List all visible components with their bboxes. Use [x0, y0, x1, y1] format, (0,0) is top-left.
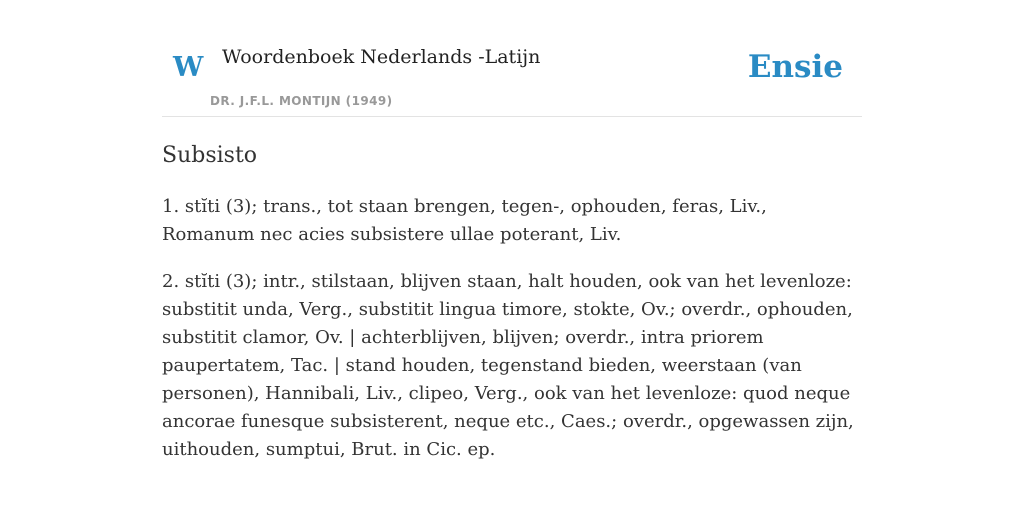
definition-1: 1. stĭti (3); trans., tot staan brengen, tegen-, ophouden, feras, Liv., Romanum nec acies subsistere ullae poterant, Liv. [162, 196, 767, 246]
page [162, 0, 862, 464]
dictionary-logo-icon[interactable]: W [173, 52, 204, 83]
ensie-logo-link[interactable]: Ensie [747, 49, 843, 85]
dictionary-title[interactable]: Woordenboek Nederlands -Latijn [222, 46, 541, 68]
definition-2: 2. stĭti (3); intr., stilstaan, blijven staan, halt houden, ook van het levenloze: substitit unda, Verg., substitit lingua timore, stokte, Ov.; overdr., ophouden, substitit clamor, Ov. | achterblijven, blijven; overdr., intra priorem paupertatem, Tac. | stand houden, tegenstand bieden, weerstaan (van personen), Hannibali, Liv., clipeo, Verg., ook van het levenloze: quod neque ancorae funesque subsisterent, neque etc., Caes.; overdr., opgewassen zijn, uithouden, sumptui, Brut. in Cic. ep. [162, 271, 854, 461]
dictionary-header [162, 0, 862, 117]
dictionary-author: DR. J.F.L. MONTIJN (1949) [210, 94, 393, 108]
entry-headword: Subsisto [162, 143, 258, 168]
